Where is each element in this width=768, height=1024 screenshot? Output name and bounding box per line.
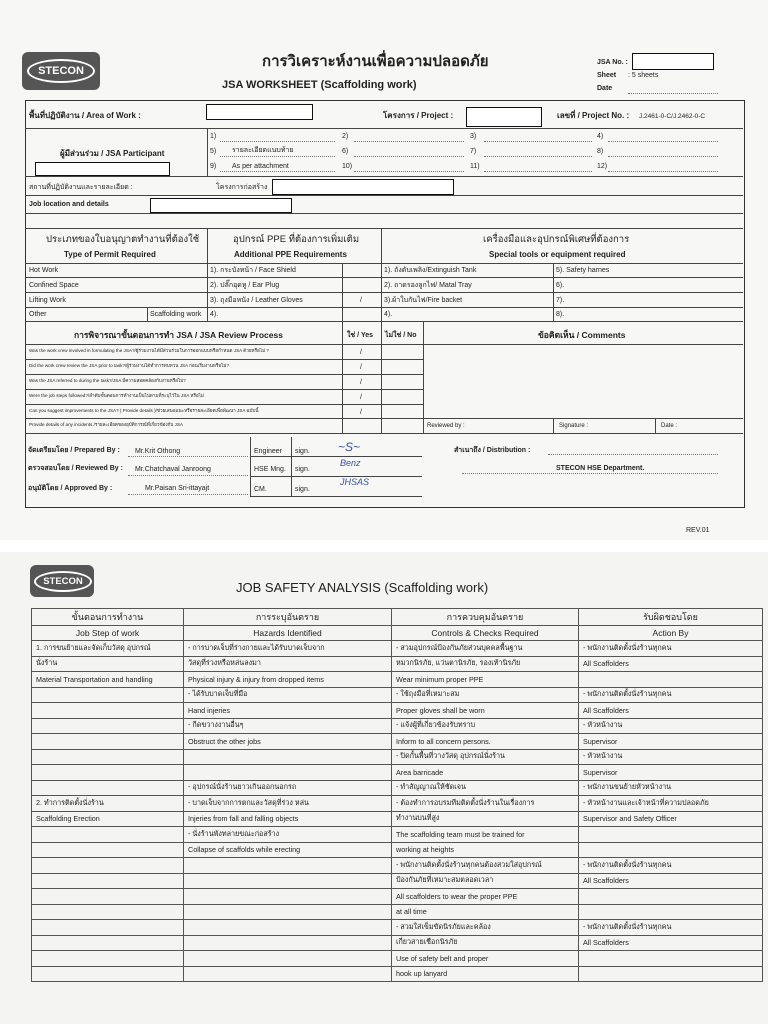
divider	[25, 418, 743, 419]
cell-hazard	[184, 749, 392, 765]
ppe-header-thai: อุปกรณ์ PPE ที่ต้องการเพิ่มเติม	[233, 234, 360, 245]
no-label: ไม่ใช่ / No	[385, 332, 417, 339]
approved-sign-label: sign.	[295, 486, 310, 493]
cell-control: Inform to all concern persons.	[392, 734, 579, 750]
divider	[25, 433, 743, 434]
table-row	[32, 889, 763, 905]
cell-control: working at heights	[392, 842, 579, 858]
table-row	[32, 687, 763, 703]
cell-action-by: - พนักงานติดตั้งนั่งร้านทุกคน	[579, 858, 763, 874]
cell-control: Use of safety belt and proper	[392, 951, 579, 967]
line	[608, 171, 718, 172]
cell-action-by: - หัวหน้างาน	[579, 718, 763, 734]
cell-control: Area barricade	[392, 765, 579, 781]
table-row	[32, 966, 763, 982]
reviewed-signature: Benz	[340, 458, 361, 468]
review-yes-2: /	[360, 364, 362, 371]
cell-job-step	[32, 827, 184, 843]
divider	[250, 476, 422, 477]
cell-control: - พนักงานติดตั้งนั่งร้านทุกคนต้องสวมใส่อุปกรณ์	[392, 858, 579, 874]
table-row	[32, 641, 763, 657]
line	[354, 156, 464, 157]
cell-job-step	[32, 873, 184, 889]
area-redacted	[206, 104, 313, 120]
cell-job-step	[32, 904, 184, 920]
area-label: พื้นที่ปฏิบัติงาน / Area of Work :	[29, 111, 141, 120]
divider	[655, 418, 656, 433]
cell-job-step	[32, 920, 184, 936]
permit-other-value: Scaffolding work	[150, 311, 202, 318]
cell-job-step	[32, 935, 184, 951]
cell-hazard: - การบาดเจ็บที่ร่างกายและได้รับบาดเจ็บจาก	[184, 641, 392, 657]
participant-num-6: 6)	[342, 148, 349, 155]
divider	[553, 418, 554, 433]
participant-num-5: 5)	[210, 148, 217, 155]
cell-control: - ทำสัญญาณให้ชัดเจน	[392, 780, 579, 796]
reviewed-sign-label: sign.	[295, 466, 310, 473]
line	[484, 171, 592, 172]
table-header-en	[32, 626, 763, 641]
sheet-value: : 5 sheets	[628, 72, 659, 79]
participant-num-10: 10)	[342, 163, 353, 170]
divider	[25, 277, 743, 278]
approved-role: CM.	[254, 486, 267, 493]
divider	[423, 321, 424, 433]
ppe-item-1: 1). กระบังหน้า / Face Shield	[210, 267, 296, 274]
review-question-2: Did the work crew review the JSA prior to task?/ผู้ร่วมงานได้ทำการทบทวน JSA ก่อนเริ่มงานหรือไม่?	[29, 363, 230, 368]
cell-job-step	[32, 687, 184, 703]
cell-action-by	[579, 842, 763, 858]
cell-job-step	[32, 703, 184, 719]
column-job-step: Job Step of work	[32, 626, 184, 641]
cell-job-step	[32, 765, 184, 781]
prepared-name: Mr.Krit Othong	[135, 448, 181, 455]
cell-job-step	[32, 734, 184, 750]
distribution-label: สำเนาถึง / Distribution :	[454, 447, 531, 454]
cell-hazard: วัสดุที่ร่วงหรือหล่นลงมา	[184, 656, 392, 672]
table-row	[32, 656, 763, 672]
cell-control: at all time	[392, 904, 579, 920]
cell-hazard	[184, 765, 392, 781]
tool-item-3: 3).ผ้าใบกันไฟ/Fire backet	[384, 297, 463, 304]
line	[354, 141, 464, 142]
participant-num-11: 11)	[470, 163, 480, 170]
tool-item-2: 2). ถาดรองลูกไฟ/ Matal Tray	[384, 282, 472, 289]
job-location-label: Job location and details	[29, 201, 109, 208]
participants-label: ผู้มีส่วนร่วม / JSA Participant	[60, 149, 165, 158]
cell-control: All scaffolders to wear the proper PPE	[392, 889, 579, 905]
cell-control: หมวกนิรภัย, แว่นตานิรภัย, รองเท้านิรภัย	[392, 656, 579, 672]
cell-job-step	[32, 951, 184, 967]
line	[220, 171, 335, 172]
divider	[25, 292, 743, 293]
column-controls-thai: การควบคุมอันตราย	[392, 609, 579, 626]
cell-control: - สวมอุปกรณ์ป้องกันภัยส่วนบุคคลพื้นฐาน	[392, 641, 579, 657]
divider	[25, 344, 743, 345]
line	[484, 156, 592, 157]
cell-control: The scaffolding team must be trained for	[392, 827, 579, 843]
cell-action-by: Supervisor	[579, 765, 763, 781]
participant-note-en: As per attachment	[232, 163, 289, 170]
divider	[25, 321, 743, 322]
table-row	[32, 703, 763, 719]
table-header-thai	[32, 609, 763, 626]
date-line	[628, 93, 718, 94]
reviewed-name: Mr.Chatchaval Janroong	[135, 466, 211, 473]
participant-num-8: 8)	[597, 148, 604, 155]
jsa-no-label: JSA No. :	[597, 59, 628, 66]
cell-action-by	[579, 951, 763, 967]
permit-confined-space: Confined Space	[29, 282, 79, 289]
stecon-logo	[22, 52, 100, 90]
prepared-label: จัดเตรียมโดย / Prepared By :	[28, 447, 120, 454]
divider	[342, 321, 343, 433]
table-row	[32, 765, 763, 781]
jsa-no-redacted	[632, 53, 714, 70]
cell-job-step: นั่งร้าน	[32, 656, 184, 672]
line	[128, 475, 248, 476]
prepared-sign-label: sign.	[295, 448, 310, 455]
table-row	[32, 796, 763, 812]
divider	[25, 176, 743, 177]
cell-hazard: Obstruct the other jobs	[184, 734, 392, 750]
cell-action-by: - พนักงานติดตั้งนั่งร้านทุกคน	[579, 687, 763, 703]
cell-action-by: All Scaffolders	[579, 656, 763, 672]
divider	[147, 307, 148, 321]
cell-job-step: 2. ทำการติดตั้งนั่งร้าน	[32, 796, 184, 812]
permit-other: Other	[29, 311, 47, 318]
prepared-role: Engineer	[254, 448, 283, 455]
title-thai: การวิเคราะห์งานเพื่อความปลอดภัย	[262, 53, 489, 70]
cell-action-by: - พนักงานขนย้ายหัวหน้างาน	[579, 780, 763, 796]
tool-item-6: 6).	[556, 282, 565, 289]
cell-action-by	[579, 966, 763, 982]
job-safety-table	[31, 608, 763, 982]
tool-item-5: 5). Safety harnes	[556, 267, 610, 274]
cell-control: - สวมใส่เข็มขัดนิรภัยและคล้อง	[392, 920, 579, 936]
table-row	[32, 827, 763, 843]
cell-control: - ใช้ถุงมือที่เหมาะสม	[392, 687, 579, 703]
ppe-item-4: 4).	[210, 311, 219, 318]
participants-redacted	[35, 162, 170, 176]
table-row	[32, 842, 763, 858]
table-row	[32, 951, 763, 967]
table-row	[32, 734, 763, 750]
page-gap	[0, 540, 768, 552]
cell-hazard	[184, 904, 392, 920]
line	[220, 156, 335, 157]
title-english: JSA WORKSHEET (Scaffolding work)	[222, 79, 417, 91]
divider	[291, 437, 292, 497]
permit-lifting-work: Lifting Work	[29, 297, 66, 304]
review-question-3: Was the JSA referred to during the task?/JSA มีความสอดคล้องกับงานหรือไม่?	[29, 378, 186, 383]
cell-job-step	[32, 780, 184, 796]
cell-hazard	[184, 951, 392, 967]
cell-hazard: Hand injeries	[184, 703, 392, 719]
divider	[250, 496, 422, 497]
column-controls: Controls & Checks Required	[392, 626, 579, 641]
divider	[250, 437, 251, 497]
participant-num-12: 12)	[597, 163, 608, 170]
location-building: โครงการก่อสร้าง	[216, 184, 268, 191]
review-yes-4: /	[360, 394, 362, 401]
ppe-check-mark: /	[360, 297, 362, 304]
tools-header-en: Special tools or equipment required	[489, 250, 626, 259]
cell-action-by	[579, 672, 763, 688]
table-row	[32, 920, 763, 936]
ppe-header-en: Additional PPE Requirements	[234, 250, 347, 259]
cell-action-by: Supervisor and Safety Officer	[579, 811, 763, 827]
review-question-1: Was the work crew involved in formulating the JSA?/ผู้ร่วมงานได้มีส่วนร่วมในการออกแบบหรือกำหนด JSA ด้วยหรือไม่ ?	[29, 348, 269, 353]
job-location-redacted	[150, 198, 292, 213]
comments-label: ข้อคิดเห็น / Comments	[538, 330, 626, 340]
cell-job-step: Material Transportation and handling	[32, 672, 184, 688]
stecon-logo-text-2: STECON	[34, 571, 92, 592]
tool-item-4: 4).	[384, 311, 393, 318]
cell-hazard	[184, 920, 392, 936]
cell-action-by: - หัวหน้างาน	[579, 749, 763, 765]
cell-control: Proper gloves shall be worn	[392, 703, 579, 719]
divider	[250, 456, 422, 457]
cell-hazard	[184, 873, 392, 889]
cell-control: เกี่ยวสายเชือกนิรภัย	[392, 935, 579, 951]
location-label: สถานที่ปฏิบัติงานและรายละเอียด :	[29, 184, 133, 191]
participant-num-1: 1)	[210, 133, 217, 140]
review-question-4: Were the job steps followed?/ลำดับขั้นตอนการทำงานเป็นไปตามที่ระบุไว้ใน JSA หรือไม่	[29, 393, 204, 398]
project-redacted	[466, 107, 542, 127]
signature-label: Signature :	[559, 423, 589, 429]
divider	[25, 228, 743, 229]
review-yes-3: /	[360, 379, 362, 386]
participant-num-7: 7)	[470, 148, 477, 155]
line	[608, 141, 718, 142]
cell-action-by	[579, 827, 763, 843]
tool-item-1: 1). ถังดับเพลิง/Extinguish Tank	[384, 267, 477, 274]
divider	[25, 374, 423, 375]
review-date-label: Date :	[661, 423, 678, 429]
cell-hazard: Injeries from fall and falling objects	[184, 811, 392, 827]
tool-item-7: 7).	[556, 297, 565, 304]
column-hazards-thai: การระบุอันตราย	[184, 609, 392, 626]
divider	[25, 263, 743, 264]
cell-action-by	[579, 889, 763, 905]
cell-job-step: 1. การขนย้ายและจัดเก็บวัสดุ อุปกรณ์	[32, 641, 184, 657]
revision-label: REV.01	[686, 527, 710, 534]
cell-job-step	[32, 966, 184, 982]
cell-control: Wear minimum proper PPE	[392, 672, 579, 688]
cell-hazard	[184, 889, 392, 905]
cell-control: ทำงานบนที่สูง	[392, 811, 579, 827]
cell-job-step	[32, 842, 184, 858]
line	[128, 456, 248, 457]
cell-hazard: Collapse of scaffolds while erecting	[184, 842, 392, 858]
divider	[25, 389, 423, 390]
divider	[25, 128, 743, 129]
line	[548, 454, 718, 455]
cell-job-step	[32, 858, 184, 874]
date-label: Date	[597, 85, 613, 92]
divider	[381, 321, 382, 433]
participant-num-4: 4)	[597, 133, 604, 140]
stecon-logo-2	[30, 565, 94, 597]
divider	[25, 307, 743, 308]
cell-hazard: Physical injury & injury from dropped items	[184, 672, 392, 688]
divider	[25, 404, 423, 405]
cell-hazard: - บาดเจ็บจากการตกและวัสดุที่ร่วง หล่น	[184, 796, 392, 812]
project-no-value: J.2461-0-C/J.2462-0-C	[639, 113, 706, 120]
cell-action-by	[579, 904, 763, 920]
yes-label: ใช่ / Yes	[347, 332, 374, 339]
line	[462, 473, 718, 474]
tools-header-thai: เครื่องมือและอุปกรณ์พิเศษที่ต้องการ	[483, 234, 630, 245]
cell-job-step	[32, 718, 184, 734]
cell-action-by: All Scaffolders	[579, 935, 763, 951]
participant-num-3: 3)	[470, 133, 477, 140]
divider	[25, 359, 423, 360]
tool-item-8: 8).	[556, 311, 565, 318]
permit-hot-work: Hot Work	[29, 267, 59, 274]
cell-control: ป้องกันภัยที่เหมาะสมตลอดเวลา	[392, 873, 579, 889]
review-question-5: Can you suggest improvements to the JSA? ( Provide details )/ช่วยเสนอแนะหรือรายละเอียดเพื่อพัฒนา JSA ฉบับนี้	[29, 408, 259, 413]
line	[220, 141, 335, 142]
table-row	[32, 935, 763, 951]
cell-hazard	[184, 858, 392, 874]
approved-name: Mr.Paisan Sri-ittayajt	[145, 485, 210, 492]
cell-action-by: - พนักงานติดตั้งนั่งร้านทุกคน	[579, 920, 763, 936]
review-yes-1: /	[360, 349, 362, 356]
location-redacted	[272, 179, 454, 195]
analysis-title: JOB SAFETY ANALYSIS (Scaffolding work)	[236, 580, 489, 595]
divider	[25, 213, 743, 214]
project-label: โครงการ / Project :	[383, 111, 454, 120]
review-question-6: Provide details of any incidents./รายละเอียดของอุบัติการณ์ที่เกี่ยวข้องกับ JSA	[29, 422, 183, 427]
table-row	[32, 749, 763, 765]
cell-action-by: All Scaffolders	[579, 703, 763, 719]
review-header: การพิจารณาขั้นตอนการทำ JSA / JSA Review Process	[74, 330, 283, 340]
cell-hazard	[184, 966, 392, 982]
participant-note-thai: รายละเอียดแนบท้าย	[232, 147, 294, 154]
reviewed-role: HSE Mng.	[254, 466, 286, 473]
reviewed-label: ตรวจสอบโดย / Reviewed By :	[28, 465, 123, 472]
cell-action-by: - หัวหน้างานและเจ้าหน้าที่ความปลอดภัย	[579, 796, 763, 812]
cell-control: - ปิดกั้นพื้นที่วางวัสดุ อุปกรณ์นั่งร้าน	[392, 749, 579, 765]
prepared-signature: ~S~	[338, 440, 361, 454]
table-body	[32, 641, 763, 982]
table-row	[32, 672, 763, 688]
table-row	[32, 904, 763, 920]
review-yes-5: /	[360, 409, 362, 416]
line	[608, 156, 718, 157]
cell-hazard	[184, 935, 392, 951]
participant-num-9: 9)	[210, 163, 217, 170]
ppe-item-2: 2). ปลั๊กอุดหู / Ear Plug	[210, 282, 280, 289]
distribution-value: STECON HSE Department.	[556, 465, 645, 472]
line	[484, 141, 592, 142]
cell-hazard: - อุปกรณ์นั่งร้านยาวเกินออกนอกรถ	[184, 780, 392, 796]
cell-hazard: - ได้รับบาดเจ็บที่มือ	[184, 687, 392, 703]
cell-hazard: - นั่งร้านพังทลายขณะก่อสร้าง	[184, 827, 392, 843]
cell-control: - แจ้งผู้ที่เกี่ยวข้องรับทราบ	[392, 718, 579, 734]
approved-signature: JHSAS	[340, 477, 370, 487]
reviewed-by-label: Reviewed by :	[427, 423, 465, 429]
cell-action-by: Supervisor	[579, 734, 763, 750]
cell-action-by: All Scaffolders	[579, 873, 763, 889]
cell-job-step	[32, 889, 184, 905]
table-row	[32, 873, 763, 889]
cell-job-step: Scaffolding Erection	[32, 811, 184, 827]
project-no-label: เลขที่ / Project No. :	[557, 111, 630, 120]
divider	[207, 128, 208, 176]
cell-action-by: - พนักงานติดตั้งนั่งร้านทุกคน	[579, 641, 763, 657]
permit-header-en: Type of Permit Required	[64, 250, 156, 259]
stecon-logo-text: STECON	[27, 59, 95, 83]
table-row	[32, 718, 763, 734]
column-action-by: Action By	[579, 626, 763, 641]
cell-control: hook up lanyard	[392, 966, 579, 982]
table-row	[32, 858, 763, 874]
sheet-label: Sheet	[597, 72, 617, 79]
permit-header-thai: ประเภทของใบอนุญาตทำงานที่ต้องใช้	[46, 234, 200, 245]
column-hazards: Hazards Identified	[184, 626, 392, 641]
approved-label: อนุมัติโดย / Approved By :	[28, 485, 113, 492]
line	[128, 494, 248, 495]
table-row	[32, 811, 763, 827]
divider	[25, 195, 743, 196]
line	[354, 171, 464, 172]
cell-control: - ต้องทำการอบรมทีมติดตั้งนั่งร้านในเรื่องการ	[392, 796, 579, 812]
column-job-step-thai: ขั้นตอนการทำงาน	[32, 609, 184, 626]
ppe-item-3: 3). ถุงมือหนัง / Leather Gloves	[210, 297, 303, 304]
participant-num-2: 2)	[342, 133, 349, 140]
column-action-by-thai: รับผิดชอบโดย	[579, 609, 763, 626]
table-row	[32, 780, 763, 796]
cell-hazard: - กีดขวางงานอื่นๆ	[184, 718, 392, 734]
cell-job-step	[32, 749, 184, 765]
